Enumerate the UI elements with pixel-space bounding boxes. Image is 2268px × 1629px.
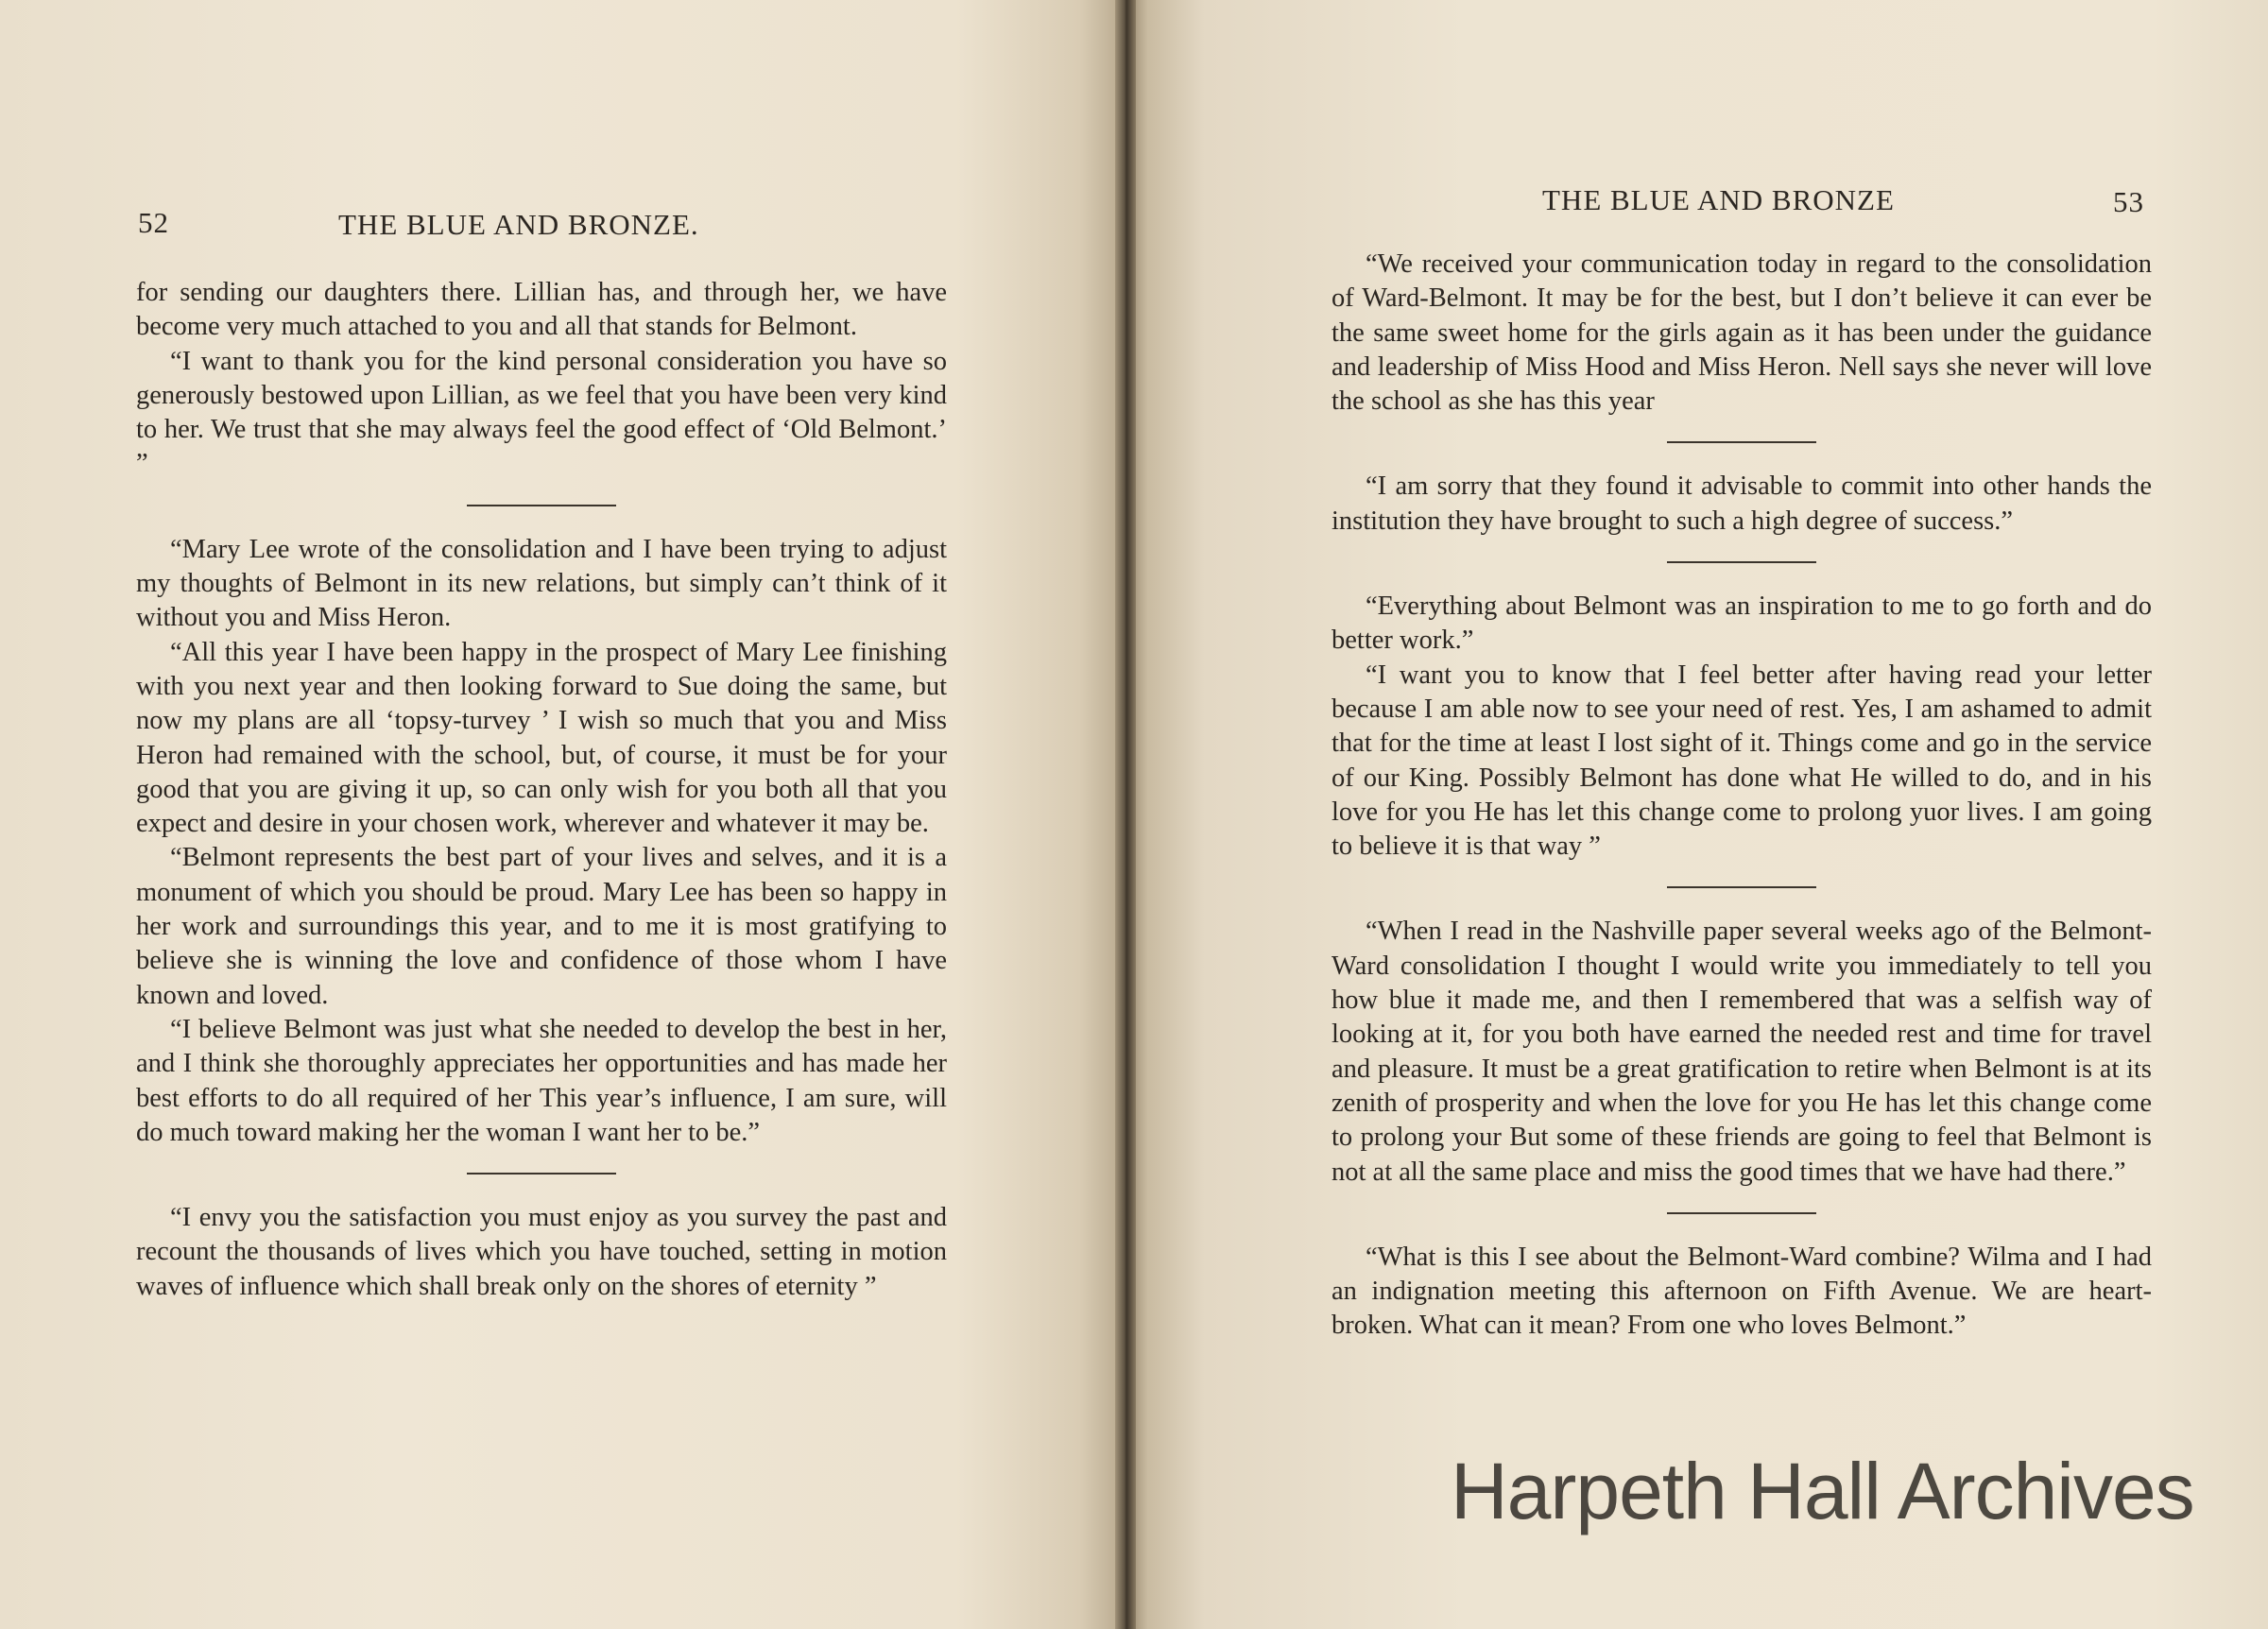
page-number-right: 53 [2113, 185, 2144, 218]
letter-paragraph: “I want to thank you for the kind personal consideration you have so generously bestowed upon Lillian, as we feel that you have been very kind to her. We trust that she may always feel the good effect of ‘Old Belmont.’ ” [136, 346, 947, 479]
right-page [1125, 0, 2268, 1629]
section-divider-rule [1667, 886, 1816, 888]
running-head-left: THE BLUE AND BRONZE. [338, 208, 699, 241]
letter-paragraph: “All this year I have been happy in the prospect of Mary Lee finishing with you next year and then looking forward to Sue doing the same, but now my plans are all ‘topsy-turvey ’ I wish so much that you and Miss Heron had remained with the school, but, of course, it must be for your good that you are giving it up, so can only wish for you both all that you expect and desire in your chosen work, wherever and whatever it may be. [136, 637, 947, 839]
archive-watermark: Harpeth Hall Archives [1451, 1447, 2194, 1535]
running-head-right: THE BLUE AND BRONZE [1542, 183, 1895, 216]
letter-paragraph: “Belmont represents the best part of your lives and selves, and it is a monument of which you should be proud. Mary Lee has been so happy in her work and surroundings this year, and to me it is most gratifying to believe she is winning the love and confidence of those whom I have known and loved. [136, 843, 947, 1010]
left-page-text-column [136, 276, 947, 1304]
letter-paragraph: “I envy you the satisfaction you must enjoy as you survey the past and recount the thousands of lives which you have touched, setting in motion waves of influence which shall break only on the shores of eternity ” [136, 1203, 947, 1301]
letter-paragraph: “We received your communication today in regard to the consolidation of Ward-Belmont. It may be for the best, but I don’t believe it can ever be the same sweet home for the girls again as it has been under the guidance and leadership of Miss Hood and Miss Heron. Nell says she never will love the school as she has this year [1332, 249, 2152, 417]
letter-paragraph: “I want you to know that I feel better after having read your letter because I am able now to see your need of rest. Yes, I am ashamed to admit that for the time at least I lost sight of it. Things come and go in the service of our King. Possibly Belmont has done what He willed to do, and in his love for you He has let this change come to prolong yuor lives. I am going to believe it is that way ” [1332, 660, 2152, 862]
letter-paragraph: for sending our daughters there. Lillian has, and through her, we have become very much attached to you and all that stands for Belmont. [136, 278, 947, 342]
letter-paragraph: “I believe Belmont was just what she needed to develop the best in her, and I think she thoroughly appreciates her opportunities and has made her best efforts to do all required of her This year’s influence, I am sure, will do much toward making her the woman I want her to be.” [136, 1014, 947, 1147]
letter-paragraph: “What is this I see about the Belmont-Ward combine? Wilma and I had an indignation meeting this afternoon on Fifth Avenue. We are heart-broken. What can it mean? From one who loves Belmont.” [1332, 1242, 2152, 1341]
left-page [0, 0, 1125, 1629]
letter-paragraph: “I am sorry that they found it advisable to commit into other hands the institution they have brought to such a high degree of success.” [1332, 472, 2152, 536]
right-page-text-column [1332, 248, 2152, 1344]
section-divider-rule [1667, 561, 1816, 563]
letter-paragraph: “Mary Lee wrote of the consolidation and I have been trying to adjust my thoughts of Belmont in its new relations, but simply can’t think of it without you and Miss Heron. [136, 534, 947, 633]
section-divider-rule [467, 1173, 616, 1175]
page-number-left: 52 [138, 206, 169, 239]
letter-paragraph: “Everything about Belmont was an inspiration to me to go forth and do better work.” [1332, 592, 2152, 656]
section-divider-rule [1667, 441, 1816, 443]
book-gutter [1115, 0, 1136, 1629]
letter-paragraph: “When I read in the Nashville paper several weeks ago of the Belmont-Ward consolidation I thought I would write you immediately to tell you how blue it made me, and then I remembered that was a selfish way of looking at it, for you both have earned the needed rest and time for travel and pleasure. It must be a great gratification to retire when Belmont is at its zenith of prosperity and when the love for you He has let this change come to prolong your But some of these friends are going to feel that Belmont is not at all the same place and miss the good times that we have had there.” [1332, 917, 2152, 1187]
section-divider-rule [467, 505, 616, 506]
section-divider-rule [1667, 1212, 1816, 1214]
